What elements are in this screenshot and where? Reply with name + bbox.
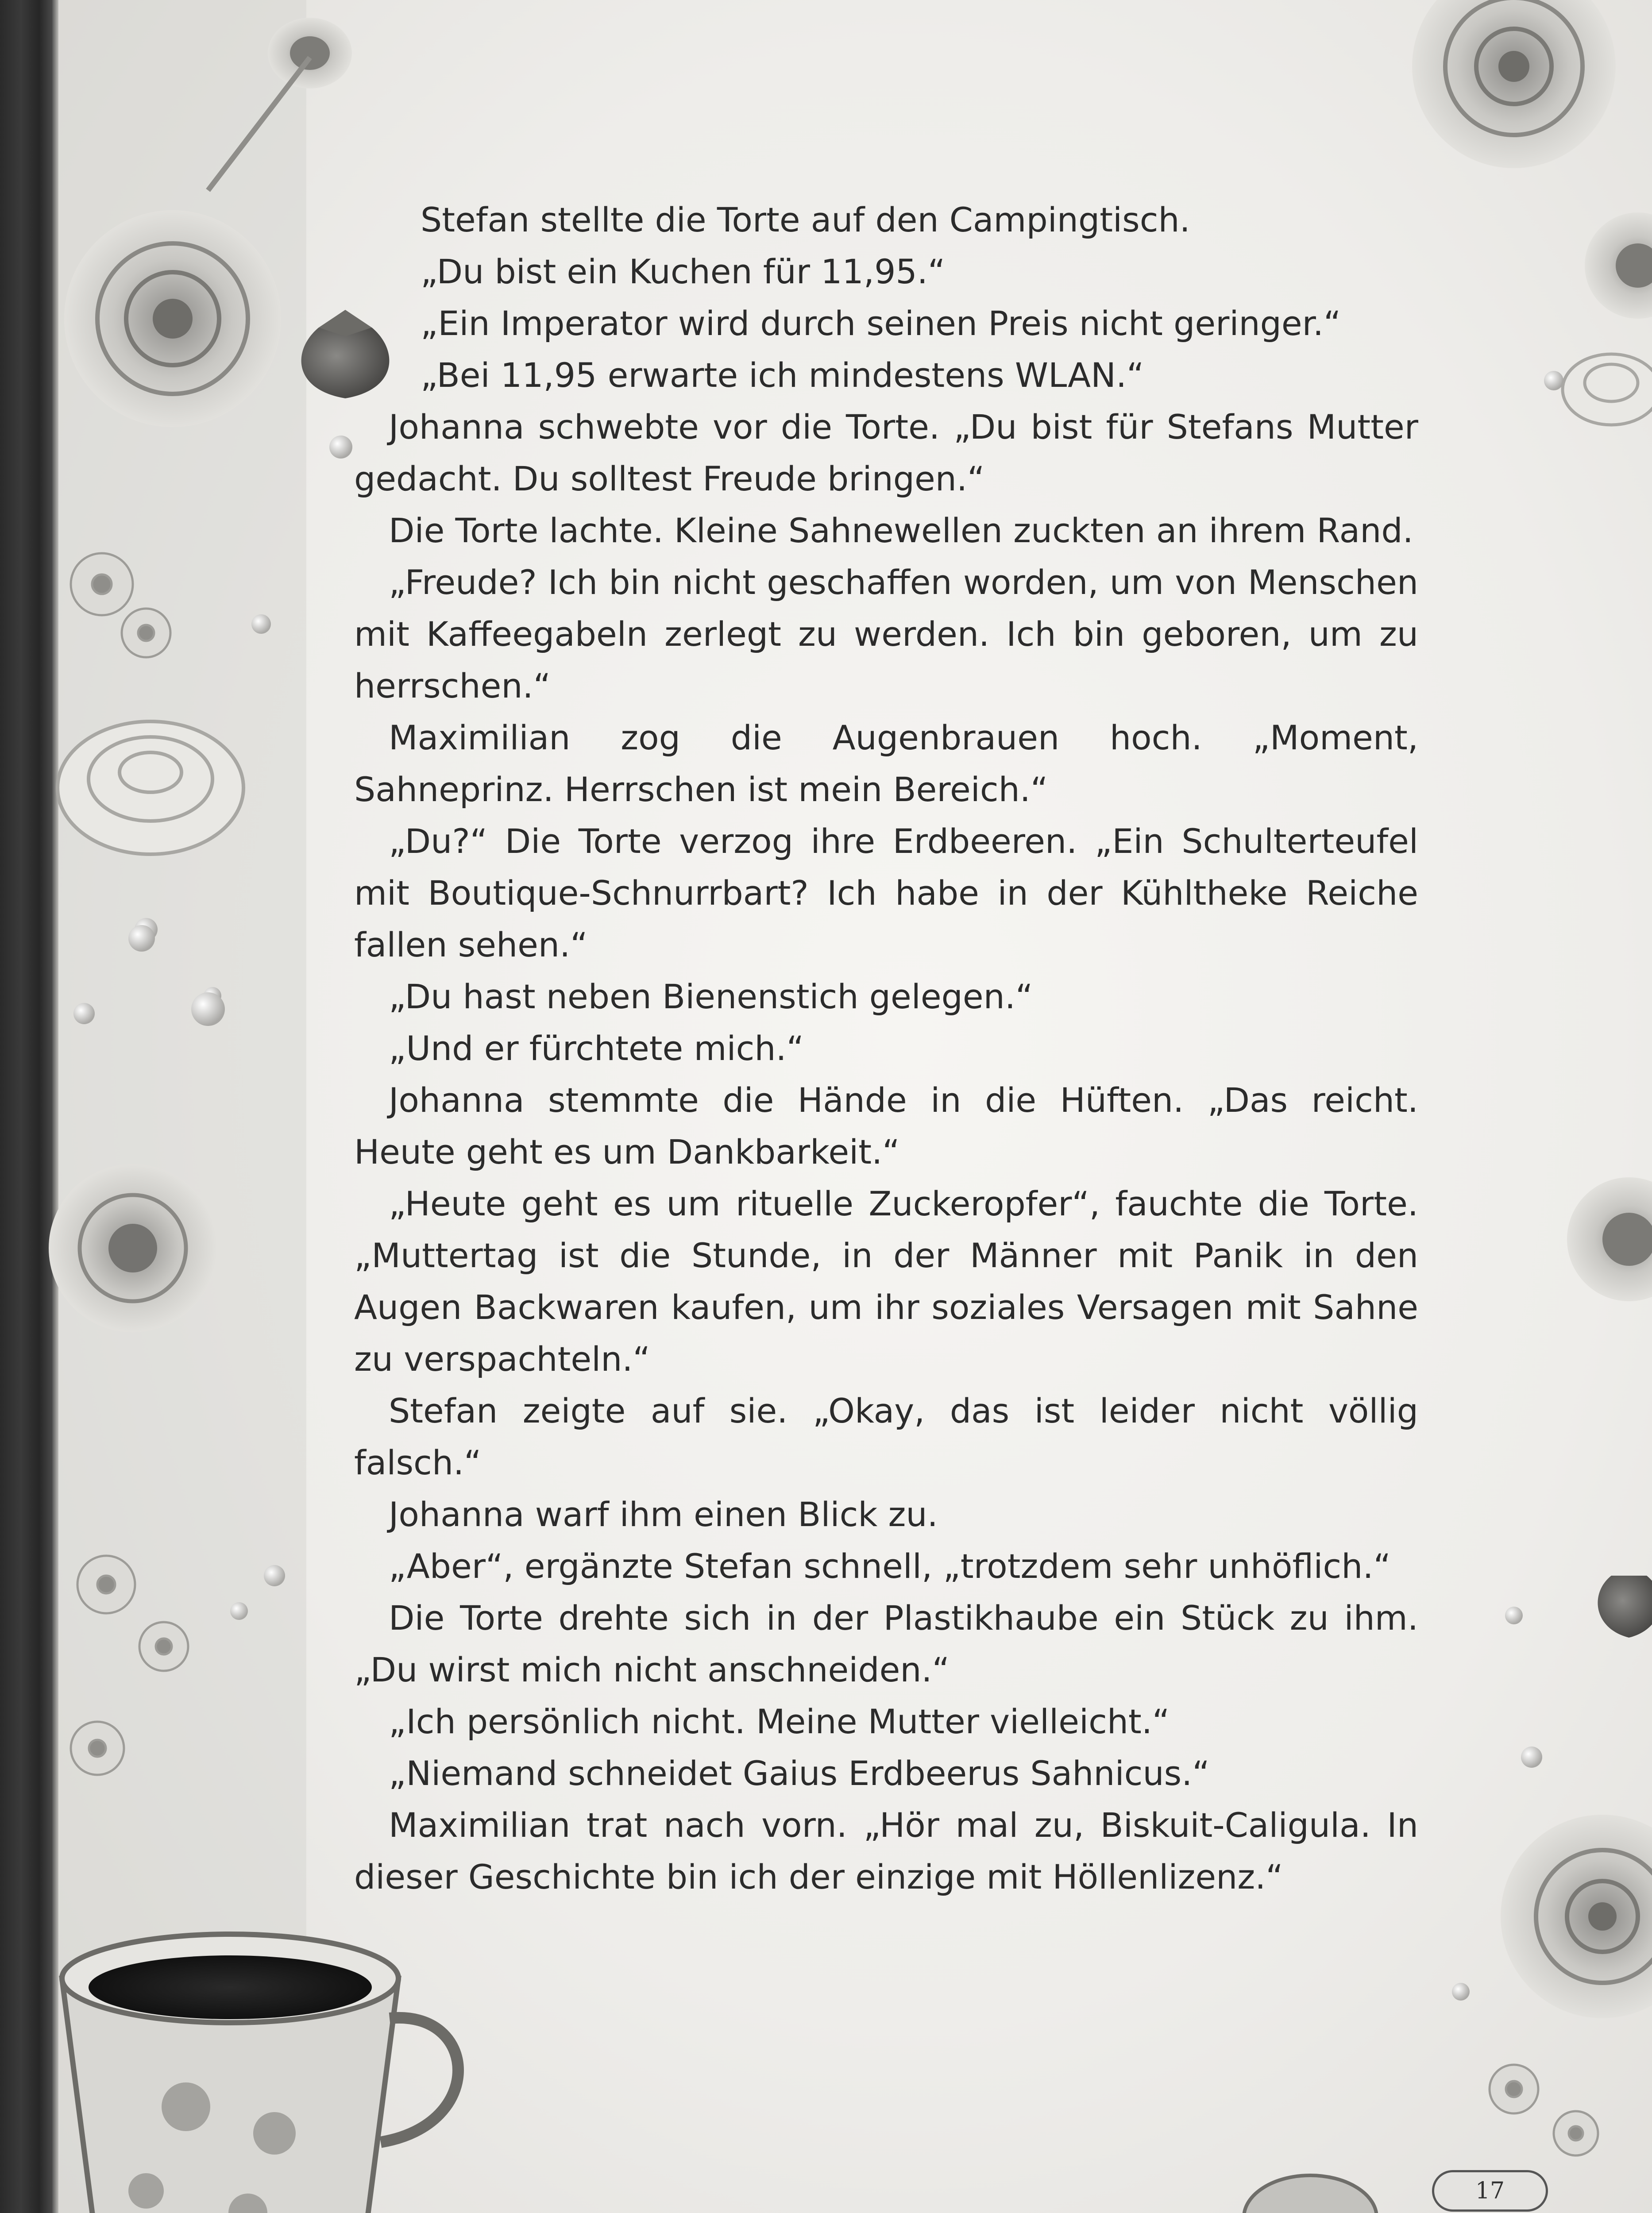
paragraph: Die Torte lachte. Kleine Sahnewellen zuckten an ihrem Rand. — [389, 511, 1413, 550]
rose-icon — [268, 18, 352, 89]
paragraph: „Freude? Ich bin nicht geschaffen worden, um von Menschen mit Kaffeegabeln zerlegt zu werden. Ich bin geboren, um zu herrschen.“ — [354, 563, 1418, 706]
rose-icon — [1585, 212, 1652, 319]
teacup-icon — [62, 1934, 458, 2213]
paragraph: „Ein Imperator wird durch seinen Preis nicht geringer.“ — [421, 304, 1341, 343]
paragraph: „Du bist ein Kuchen für 11,95.“ — [421, 252, 946, 291]
paragraph: Die Torte drehte sich in der Plastikhaube ein Stück zu ihm. „Du wirst mich nicht anschneiden.“ — [354, 1598, 1418, 1689]
rose-icon — [1567, 1177, 1652, 1301]
cream-swirl-icon — [1563, 354, 1652, 425]
paragraph: Stefan stellte die Torte auf den Campingtisch. — [421, 200, 1190, 239]
paragraph: Stefan zeigte auf sie. „Okay, das ist leider nicht völlig falsch.“ — [354, 1391, 1418, 1482]
paragraph: „Du?“ Die Torte verzog ihre Erdbeeren. „Ein Schulterteufel mit Boutique-Schnurrbart? Ich habe in der Kühltheke Reiche fallen sehen.“ — [354, 821, 1418, 964]
daisy-icon — [1490, 2065, 1598, 2155]
rose-icon — [64, 210, 281, 427]
paragraph: Johanna stemmte die Hände in die Hüften. „Das reicht. Heute geht es um Dankbarkeit.“ — [354, 1080, 1418, 1172]
paragraph: „Aber“, ergänzte Stefan schnell, „trotzdem sehr unhöflich.“ — [389, 1546, 1391, 1586]
page-number: 17 — [1432, 2170, 1548, 2212]
paragraph: „Bei 11,95 erwarte ich mindestens WLAN.“ — [421, 355, 1144, 395]
paragraph: „Und er fürchtete mich.“ — [389, 1029, 804, 1068]
story-text — [354, 194, 1418, 1903]
paragraph: Johanna warf ihm einen Blick zu. — [389, 1495, 938, 1534]
paragraph: „Du hast neben Bienenstich gelegen.“ — [389, 977, 1033, 1016]
paragraph: Maximilian trat nach vorn. „Hör mal zu, Biskuit-Caligula. In dieser Geschichte bin ich der einzige mit Höllenlizenz.“ — [354, 1805, 1418, 1897]
rose-icon — [1501, 1815, 1652, 2018]
paragraph: Maximilian zog die Augenbrauen hoch. „Moment, Sahneprinz. Herrschen ist mein Bereich.“ — [354, 718, 1418, 809]
paragraph: „Niemand schneidet Gaius Erdbeerus Sahnicus.“ — [389, 1754, 1210, 1793]
rose-icon — [49, 1164, 217, 1332]
paragraph: Johanna schwebte vor die Torte. „Du bist für Stefans Mutter gedacht. Du solltest Freude bringen.“ — [354, 407, 1418, 498]
strawberry-icon — [1598, 1576, 1652, 1638]
paragraph: „Ich persönlich nicht. Meine Mutter vielleicht.“ — [389, 1702, 1170, 1741]
paragraph: „Heute geht es um rituelle Zuckeropfer“, fauchte die Torte. „Muttertag ist die Stunde, in der Männer mit Panik in den Augen Backwaren kaufen, um ihr soziales Versagen mit Sahne zu verspachteln.“ — [354, 1184, 1418, 1379]
rose-icon — [1412, 0, 1616, 168]
cream-swirl-icon — [58, 721, 243, 854]
